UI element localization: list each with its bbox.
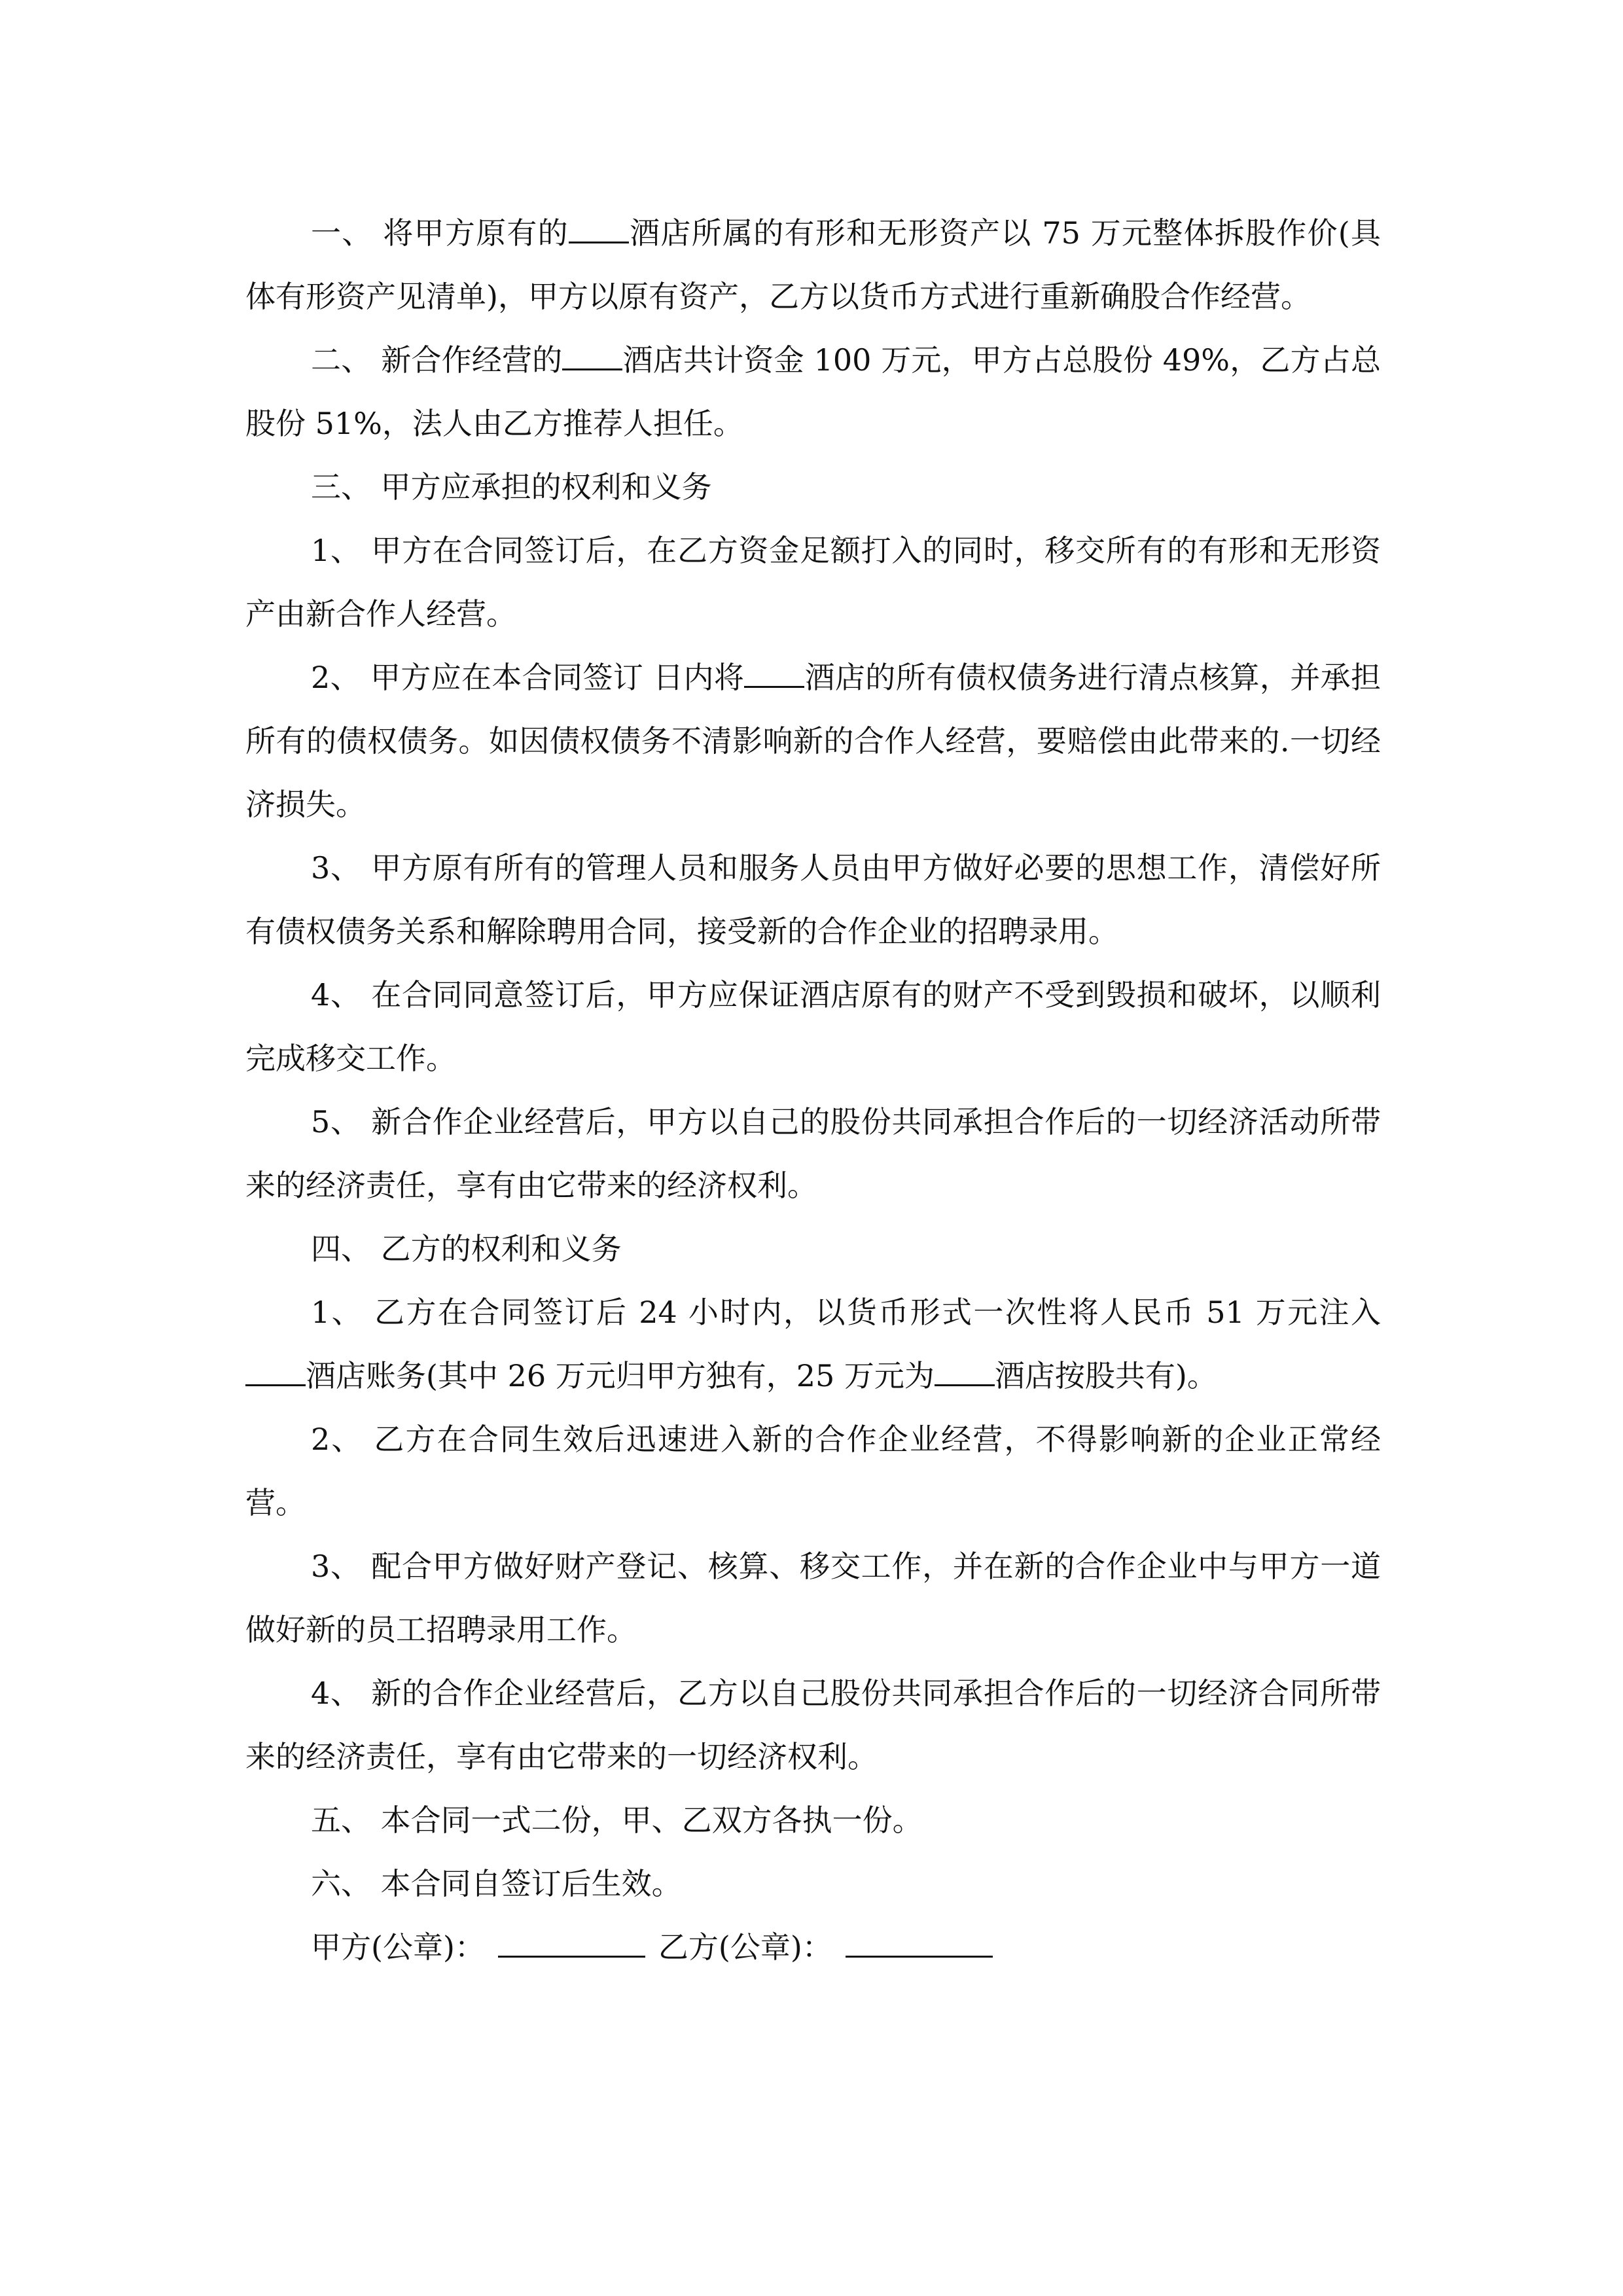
clause-text: 4、 新的合作企业经营后，乙方以自己股份共同承担合作后的一切经济合同所带来的经济责任，享有由它带来的一切经济权利。: [245, 1676, 1381, 1774]
clause-text: 2、 乙方在合同生效后迅速进入新的合作企业经营，不得影响新的企业正常经营。: [245, 1422, 1381, 1520]
hotel-name-blank: [744, 660, 804, 688]
party-a-seal-label: 甲方(公章)：: [311, 1929, 485, 1965]
clause-4-4: [245, 1662, 1381, 1789]
clause-4-2: [245, 1408, 1381, 1535]
clause-text: 酒店共计资金 100 万元，甲方占总股份 49%，乙方占总股份 51%，法人由乙方推荐人担任。: [245, 342, 1381, 441]
clause-text: 2、 甲方应在本合同签订 日内将: [311, 660, 745, 695]
section-heading: 四、 乙方的权利和义务: [311, 1231, 622, 1266]
hotel-name-blank: [935, 1358, 995, 1386]
party-b-seal-label: 乙方(公章)：: [658, 1929, 832, 1965]
clause-text: 酒店账务(其中 26 万元归甲方独有，25 万元为: [306, 1358, 935, 1393]
clause-text: 酒店按股共有)。: [994, 1358, 1217, 1393]
section-heading: 三、 甲方应承担的权利和义务: [311, 469, 712, 505]
clause-1: [245, 202, 1381, 329]
hotel-name-blank: [245, 1358, 306, 1386]
clause-text: 一、 将甲方原有的: [311, 215, 569, 251]
clause-3-5: [245, 1090, 1381, 1217]
contract-page: [245, 202, 1381, 1979]
clause-4-3: [245, 1535, 1381, 1662]
clause-2: [245, 329, 1381, 456]
clause-text: 5、 新合作企业经营后，甲方以自己的股份共同承担合作后的一切经济活动所带来的经济责任，享有由它带来的经济权利。: [245, 1104, 1381, 1203]
clause-3-2: [245, 646, 1381, 836]
clause-text: 3、 甲方原有所有的管理人员和服务人员由甲方做好必要的思想工作，清偿好所有债权债务关系和解除聘用合同，接受新的合作企业的招聘录用。: [245, 850, 1381, 949]
clause-text: 1、 甲方在合同签订后，在乙方资金足额打入的同时，移交所有的有形和无形资产由新合作人经营。: [245, 533, 1381, 632]
clause-text: 六、 本合同自签订后生效。: [311, 1866, 682, 1901]
clause-3-1: [245, 519, 1381, 646]
clause-text: 3、 配合甲方做好财产登记、核算、移交工作，并在新的合作企业中与甲方一道做好新的员工招聘录用工作。: [245, 1549, 1381, 1647]
clause-text: 4、 在合同同意签订后，甲方应保证酒店原有的财产不受到毁损和破坏，以顺利完成移交工作。: [245, 977, 1381, 1076]
clause-6: [245, 1852, 1381, 1916]
clause-text: 1、 乙方在合同签订后 24 小时内，以货币形式一次性将人民币 51 万元注入: [311, 1295, 1381, 1330]
clause-3-4: [245, 963, 1381, 1090]
clause-3-3: [245, 836, 1381, 963]
clause-3-heading: [245, 456, 1381, 519]
clause-text: 五、 本合同一式二份，甲、乙双方各执一份。: [311, 1803, 923, 1838]
party-a-seal-line: [498, 1929, 645, 1958]
hotel-name-blank: [562, 342, 622, 370]
clause-text: 酒店的所有债权债务进行清点核算，并承担所有的债权债务。如因债权债务不清影响新的合作人经营，要赔偿由此带来的.一切经济损失。: [245, 660, 1381, 822]
signature-row: [245, 1916, 1381, 1979]
clause-text: 二、 新合作经营的: [311, 342, 563, 378]
clause-text: 酒店所属的有形和无形资产以 75 万元整体拆股作价(具体有形资产见清单)，甲方以原有资产，乙方以货币方式进行重新确股合作经营。: [245, 215, 1381, 314]
clause-4-1: [245, 1281, 1381, 1408]
clause-5: [245, 1789, 1381, 1852]
party-b-seal-line: [846, 1929, 993, 1958]
hotel-name-blank: [569, 215, 629, 243]
clause-4-heading: [245, 1217, 1381, 1281]
